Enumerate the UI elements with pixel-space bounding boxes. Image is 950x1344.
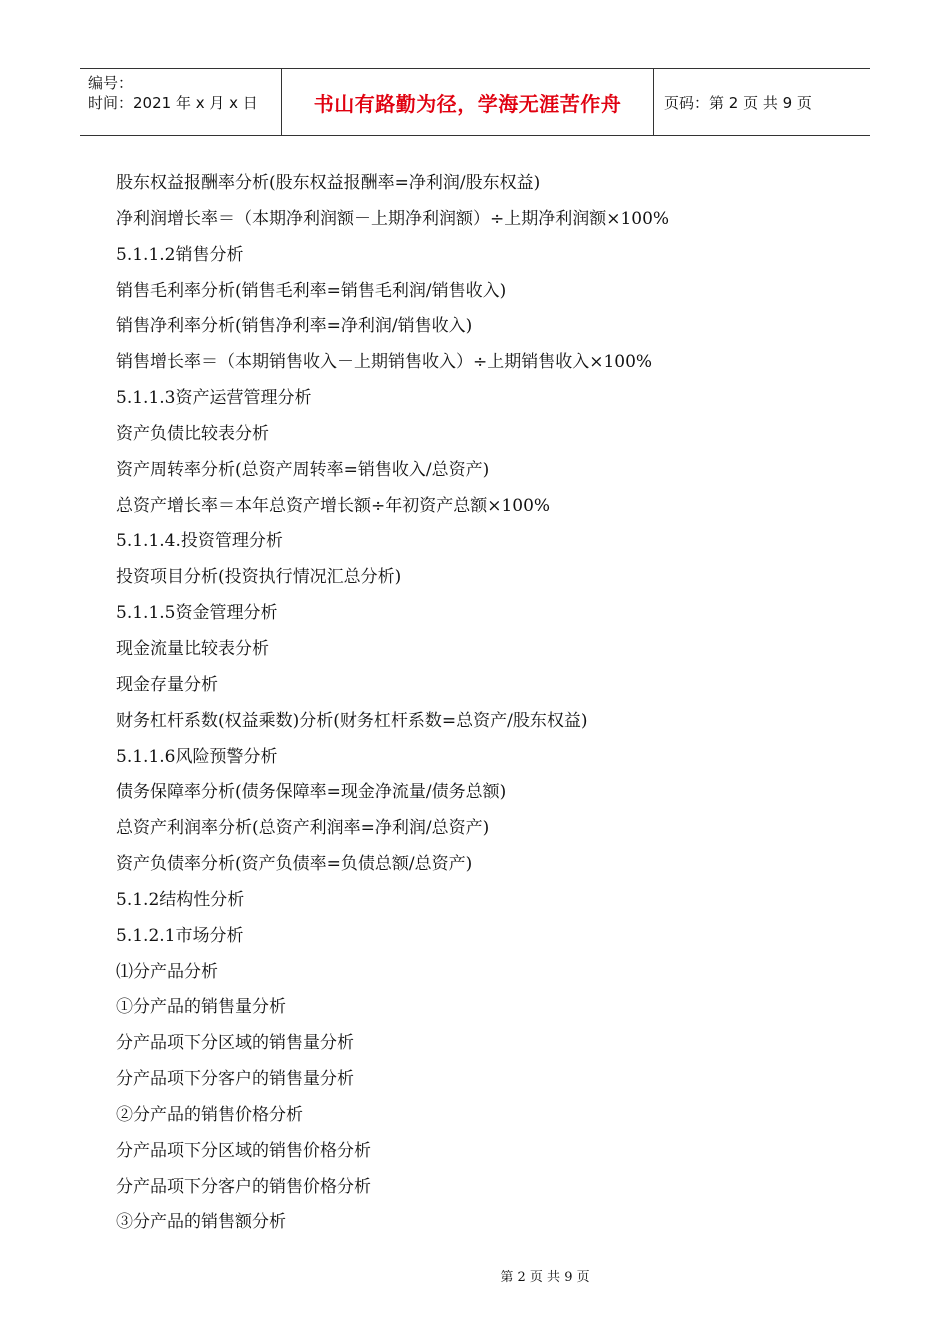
body-line: 分产品项下分区域的销售量分析 [116,1033,354,1054]
header-page-cell [654,69,870,135]
header-motto-cell [282,69,654,135]
body-line: 销售净利率分析(销售净利率=净利润/销售收入) [116,316,473,337]
list-item: ②分产品的销售价格分析 [116,1104,303,1125]
document-body [116,166,876,1241]
body-line: 股东权益报酬率分析(股东权益报酬率=净利润/股东权益) [116,173,541,193]
section-heading: 5.1.1.6风险预警分析 [116,746,278,767]
section-heading: 5.1.1.3资产运营管理分析 [116,388,312,409]
body-line: 分产品项下分客户的销售量分析 [116,1069,354,1090]
body-line: 总资产利润率分析(总资产利润率=净利润/总资产) [116,818,490,839]
page-footer [0,1266,950,1285]
body-line: 资产负债率分析(资产负债率=负债总额/总资产) [116,854,473,875]
document-date-label: 时间：2021 年 x 月 x 日 [88,94,258,112]
body-line: 分产品项下分区域的销售价格分析 [116,1140,371,1161]
body-line: 资产周转率分析(总资产周转率=销售收入/总资产) [116,459,490,480]
body-line: 净利润增长率＝（本期净利润额－上期净利润额）÷上期净利润额×100% [116,208,670,229]
list-heading: ⑴分产品分析 [116,961,218,982]
body-line: 资产负债比较表分析 [116,423,269,444]
body-line: 债务保障率分析(债务保障率=现金净流量/债务总额) [116,782,507,803]
body-line: 投资项目分析(投资执行情况汇总分析) [116,567,402,588]
body-line: 分产品项下分客户的销售价格分析 [116,1176,371,1197]
body-line: 总资产增长率＝本年总资产增长额÷年初资产总额×100% [116,495,551,516]
section-heading: 5.1.1.5资金管理分析 [116,603,278,624]
header-motto: 书山有路勤为径，学海无涯苦作舟 [313,91,622,116]
body-line: 销售毛利率分析(销售毛利率=销售毛利润/销售收入) [116,280,507,301]
section-heading: 5.1.2结构性分析 [116,889,245,910]
footer-page-number: 第 2 页 共 9 页 [500,1270,590,1285]
body-line: 现金存量分析 [116,674,218,695]
header-meta-cell [80,69,282,135]
document-number-label: 编号： [88,74,134,92]
header-page-label: 页码：第 2 页 共 9 页 [664,93,812,112]
section-heading: 5.1.1.4.投资管理分析 [116,531,283,552]
section-heading: 5.1.1.2销售分析 [116,244,244,265]
list-item: ③分产品的销售额分析 [116,1212,286,1233]
section-heading: 5.1.2.1市场分析 [116,925,244,946]
body-line: 销售增长率＝（本期销售收入－上期销售收入）÷上期销售收入×100% [116,352,653,373]
body-line: 现金流量比较表分析 [116,638,269,659]
list-item: ①分产品的销售量分析 [116,997,286,1018]
body-line: 财务杠杆系数(权益乘数)分析(财务杠杆系数=总资产/股东权益) [116,710,588,731]
page-header [80,68,870,136]
